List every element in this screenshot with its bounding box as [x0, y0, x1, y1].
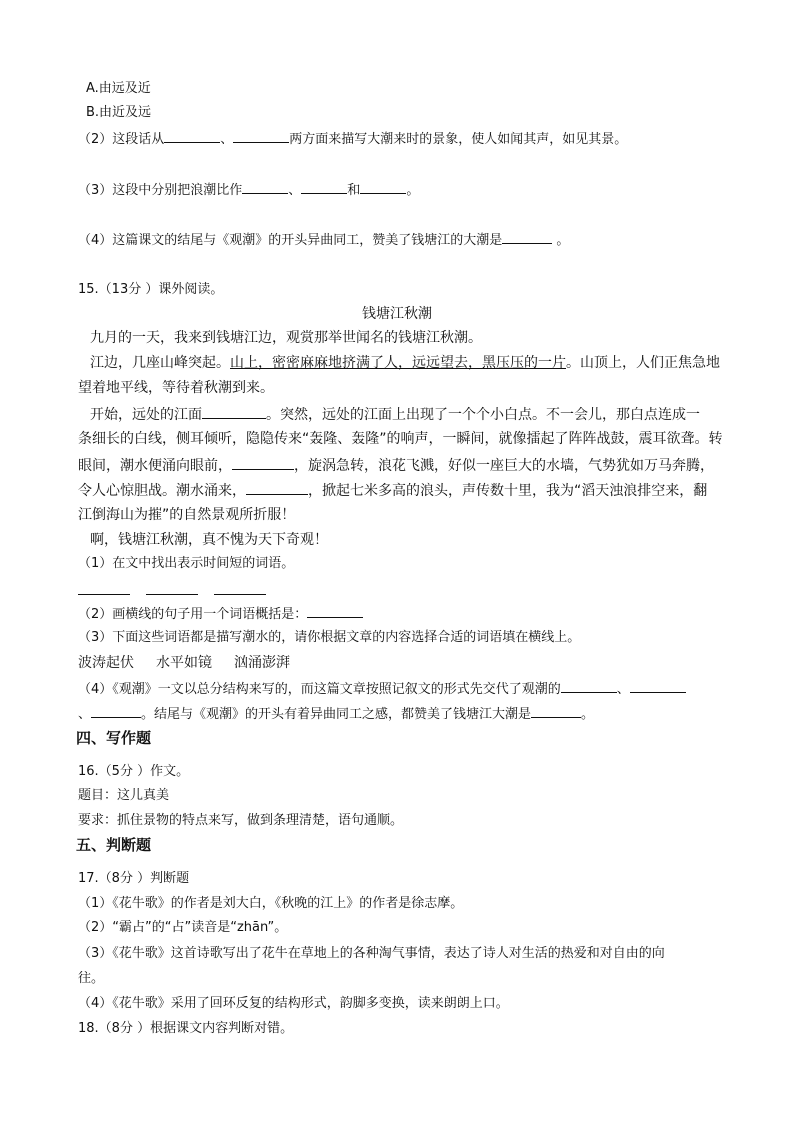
q15-sub3: （3）下面这些词语都是描写潮水的，请你根据文章的内容选择合适的词语填在横线上。 — [78, 630, 581, 645]
q15-header: 15.（13分 ）课外阅读。 — [78, 282, 224, 297]
word-option: 汹涌澎湃 — [234, 655, 290, 671]
option-a: A.由远及近 — [86, 81, 151, 96]
answer-blank[interactable] — [307, 604, 363, 618]
q14-sub2: （2）这段话从 、 两方面来描写大潮来时的景象，使人如闻其声，如见其景。 — [78, 129, 627, 149]
answer-blank[interactable] — [630, 679, 686, 693]
answer-blank[interactable] — [531, 704, 581, 718]
q17-item-cont: 往。 — [78, 971, 105, 986]
passage-line: 眼间，潮水便涌向眼前， ，旋涡急转，浪花飞溅，好似一座巨大的水墙，气势犹如万马奔腾， — [78, 458, 714, 474]
option-b: B.由近及远 — [86, 105, 152, 120]
passage-paragraph: 江边，几座山峰突起。山上，密密麻麻地挤满了人，远远望去，黑压压的一片。山顶上，人们正焦急地 — [90, 355, 720, 371]
q17-item: （3）《花牛歌》这首诗歌写出了花牛在草地上的各种淘气事情，表达了诗人对生活的热爱和对自由的向 — [78, 946, 665, 961]
passage-line: 江倒海山为摧”的自然景观所折服！ — [78, 507, 296, 523]
q14-sub4: （4）这篇课文的结尾与《观潮》的开头异曲同工，赞美了钱塘江的大潮是 。 — [78, 230, 569, 250]
answer-blank[interactable] — [561, 679, 617, 693]
q14-sub3: （3）这段中分别把浪潮比作 、 和 。 — [78, 180, 419, 200]
passage-line: 令人心惊胆战。潮水涌来， ，掀起七米多高的浪头，声传数十里，我为“滔天浊浪排空来，翻 — [78, 483, 708, 499]
word-option: 水平如镜 — [156, 655, 212, 671]
essay-requirement: 要求：抓住景物的特点来写，做到条理清楚，语句通顺。 — [78, 813, 404, 828]
answer-blank[interactable] — [233, 129, 289, 143]
answer-blank[interactable] — [242, 180, 288, 194]
essay-topic: 题目：这儿真美 — [78, 788, 170, 803]
passage-line: 望着地平线，等待着秋潮到来。 — [78, 380, 274, 396]
q15-sub4: （4）《观潮》一文以总分结构来写的，而这篇文章按照记叙文的形式先交代了观潮的 、 — [78, 679, 686, 699]
underlined-sentence: 山上，密密麻麻地挤满了人，远远望去，黑压压的一片 — [230, 355, 566, 371]
passage-paragraph: 九月的一天，我来到钱塘江边，观赏那举世闻名的钱塘江秋潮。 — [90, 330, 482, 346]
q17-header: 17.（8分 ）判断题 — [78, 871, 190, 886]
passage-title: 钱塘江秋潮 — [362, 306, 432, 322]
answer-blank[interactable] — [246, 481, 308, 495]
passage-paragraph: 啊，钱塘江秋潮，真不愧为天下奇观！ — [90, 532, 328, 548]
q17-item: （4）《花牛歌》采用了回环反复的结构形式，韵脚多变换，读来朗朗上口。 — [78, 996, 509, 1011]
section-heading: 五、判断题 — [76, 836, 152, 854]
q15-sub4-cont: 、 。结尾与《观潮》的开头有着异曲同工之感，都赞美了钱塘江大潮是 。 — [78, 704, 594, 724]
word-options — [78, 654, 312, 672]
answer-blank[interactable] — [232, 456, 294, 470]
answer-blank[interactable] — [91, 704, 141, 718]
q18-header: 18.（8分 ）根据课文内容判断对错。 — [78, 1021, 294, 1036]
q17-item: （1）《花牛歌》的作者是刘大白，《秋晚的江上》的作者是徐志摩。 — [78, 896, 464, 911]
answer-line[interactable] — [214, 594, 266, 595]
answer-blank[interactable] — [202, 405, 266, 419]
answer-line[interactable] — [78, 594, 130, 595]
q15-sub2: （2）画横线的句子用一个词语概括是： — [78, 604, 363, 624]
section-heading: 四、写作题 — [76, 729, 152, 747]
q17-item: （2）“霸占”的“占”读音是“zhān”。 — [78, 920, 288, 935]
passage-paragraph: 开始，远处的江面 。突然，远处的江面上出现了一个个小白点。不一会儿，那白点连成一 — [90, 407, 700, 423]
answer-blank[interactable] — [360, 180, 406, 194]
q15-sub1: （1）在文中找出表示时间短的词语。 — [78, 556, 295, 571]
answer-blank[interactable] — [164, 129, 220, 143]
q16-header: 16.（5分 ）作文。 — [78, 764, 190, 779]
answer-blank[interactable] — [502, 230, 552, 244]
word-option: 波涛起伏 — [78, 655, 134, 671]
answer-line[interactable] — [146, 594, 198, 595]
answer-blank[interactable] — [301, 180, 347, 194]
passage-line: 条细长的白线，侧耳倾听，隐隐传来“轰隆、轰隆”的响声，一瞬间，就像擂起了阵阵战鼓，震耳欲聋。转 — [78, 431, 723, 447]
